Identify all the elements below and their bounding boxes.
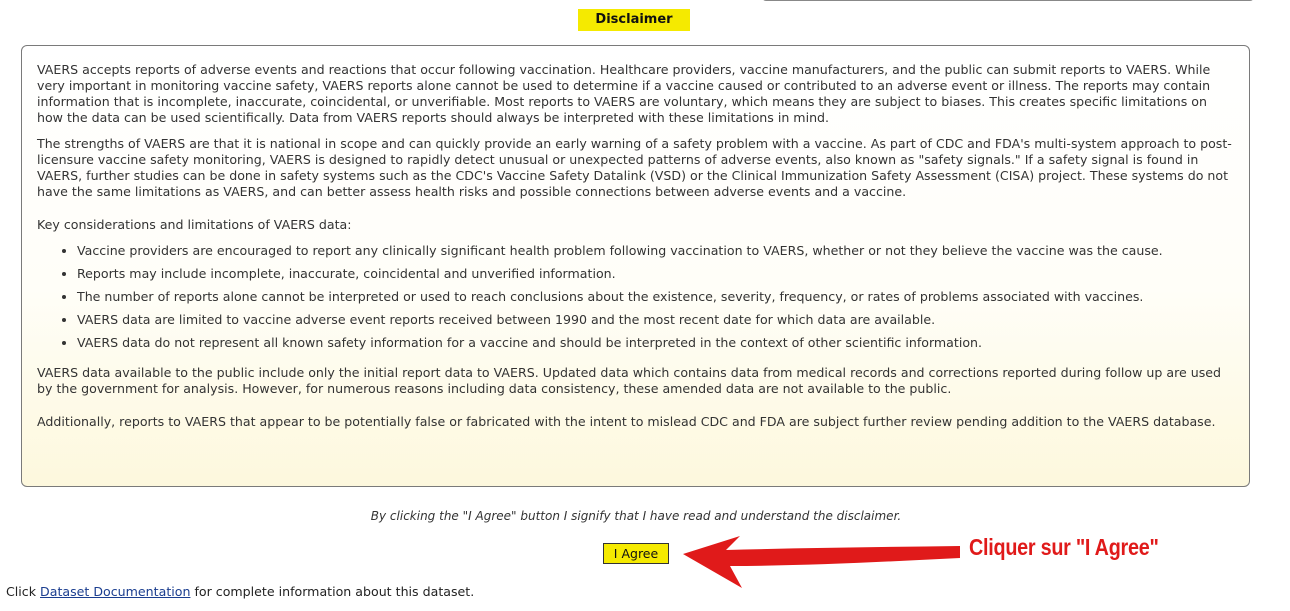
list-item: • Reports may include incomplete, inaccurate, coincidental and unverified information. <box>77 266 1234 282</box>
dataset-documentation-link[interactable]: Dataset Documentation <box>40 584 191 599</box>
top-panel-edge <box>762 0 1254 1</box>
limitations-list <box>37 243 1234 351</box>
disclaimer-paragraph-2: The strengths of VAERS are that it is national in scope and can quickly provide an early warning of a safety problem with a vaccine. As part of CDC and FDA's multi-system approach to post-licensure vaccine safety monitoring, VAERS is designed to rapidly detect unusual or unexpected patterns of adverse events, also known as "safety signals." If a safety signal is found in VAERS, further studies can be done in safety systems such as the CDC's Vaccine Safety Datalink (VSD) or the Clinical Immunization Safety Assessment (CISA) project. These systems do not have the same limitations as VAERS, and can better assess health risks and possible connections between adverse events and a vaccine. <box>37 136 1232 199</box>
documentation-line <box>6 584 474 599</box>
list-item: • VAERS data are limited to vaccine adverse event reports received between 1990 and the most recent date for which data are available. <box>77 312 1234 328</box>
disclaimer-title: Disclaimer <box>578 9 690 31</box>
agree-note: By clicking the "I Agree" button I signify that I have read and understand the disclaimer. <box>370 509 902 523</box>
documentation-suffix: for complete information about this dataset. <box>194 584 475 599</box>
annotation-text: Cliquer sur "I Agree" <box>969 534 1159 560</box>
i-agree-button[interactable]: I Agree <box>603 543 669 564</box>
disclaimer-paragraph-3: VAERS data available to the public include only the initial report data to VAERS. Updated data which contains data from medical records and corrections reported during follow up are used by the government for analysis. However, for numerous reasons including data consistency, these amended data are not available to the public. <box>37 365 1222 396</box>
list-item: • VAERS data do not represent all known safety information for a vaccine and should be interpreted in the context of other scientific information. <box>77 335 1234 351</box>
disclaimer-paragraph-1: VAERS accepts reports of adverse events and reactions that occur following vaccination. Healthcare providers, vaccine manufacturers, and the public can submit reports to VAERS. While very important in monitoring vaccine safety, VAERS reports alone cannot be used to determine if a vaccine caused or contributed to an adverse event or illness. The reports may contain information that is incomplete, inaccurate, coincidental, or unverifiable. Most reports to VAERS are voluntary, which means they are subject to biases. This creates specific limitations on how the data can be used scientifically. Data from VAERS reports should always be interpreted with these limitations in mind. <box>37 62 1211 125</box>
disclaimer-box <box>21 45 1250 487</box>
disclaimer-paragraph-4: Additionally, reports to VAERS that appear to be potentially false or fabricated with the intent to mislead CDC and FDA are subject further review pending addition to the VAERS database. <box>37 414 1216 429</box>
key-considerations-heading: Key considerations and limitations of VAERS data: <box>37 217 352 232</box>
arrow-left-icon <box>680 532 962 592</box>
list-item: • Vaccine providers are encouraged to report any clinically significant health problem following vaccination to VAERS, whether or not they believe the vaccine was the cause. <box>77 243 1234 259</box>
documentation-prefix: Click <box>6 584 37 599</box>
list-item: • The number of reports alone cannot be interpreted or used to reach conclusions about the existence, severity, frequency, or rates of problems associated with vaccines. <box>77 289 1234 305</box>
